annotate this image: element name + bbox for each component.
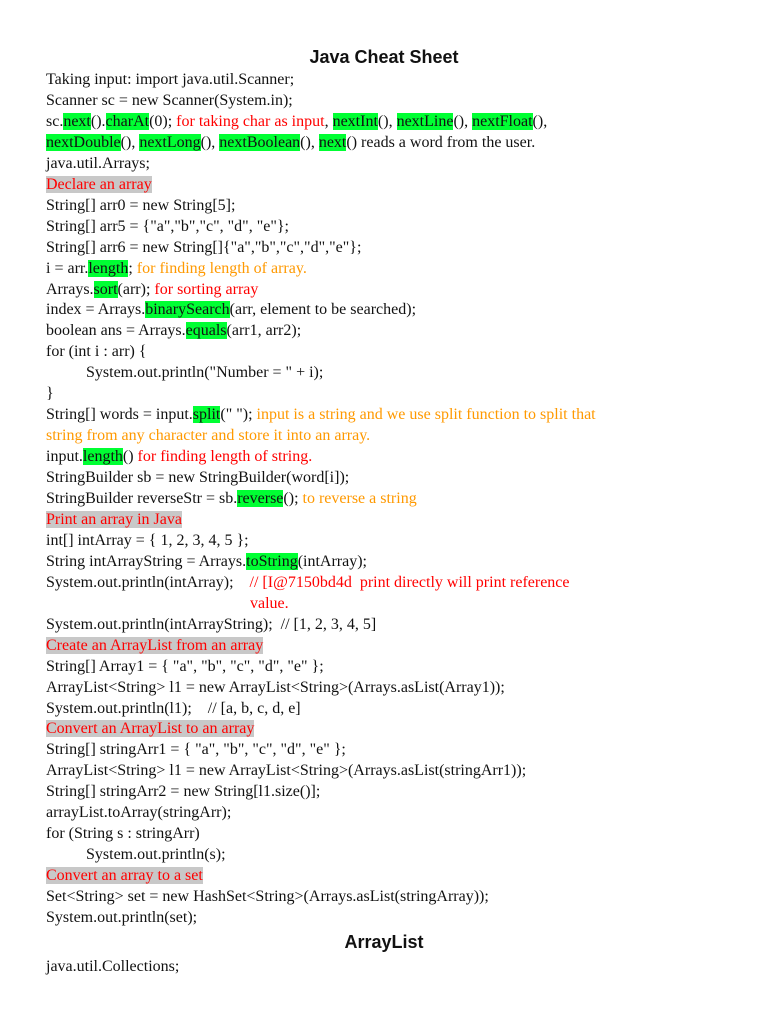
code-text: // [I@7150bd4d print directly will print reference bbox=[249, 573, 570, 591]
code-line bbox=[46, 823, 200, 844]
code-line bbox=[46, 530, 249, 551]
code-line bbox=[46, 614, 376, 635]
code-line bbox=[46, 956, 179, 977]
code-text: Scanner sc = new Scanner(System.in); bbox=[46, 91, 293, 109]
code-line bbox=[46, 572, 570, 593]
code-line bbox=[46, 739, 346, 760]
code-line bbox=[46, 844, 226, 865]
code-text: StringBuilder reverseStr = sb. bbox=[46, 490, 238, 507]
code-line bbox=[46, 509, 182, 530]
code-text: (), bbox=[377, 112, 397, 130]
code-text: ArrayList<String> l1 = new ArrayList<String>(Arrays.asList(stringArr1)); bbox=[46, 762, 527, 780]
code-text: (), bbox=[300, 133, 319, 151]
code-text: index = Arrays. bbox=[46, 301, 146, 319]
code-text: Arrays. bbox=[46, 280, 94, 298]
highlighted-method: nextInt bbox=[332, 112, 378, 130]
highlighted-method: length bbox=[88, 259, 129, 277]
code-text: System.out.println("Number = " + i); bbox=[46, 364, 324, 382]
highlighted-method: reverse bbox=[237, 490, 284, 507]
code-text: value. bbox=[250, 594, 289, 612]
code-line bbox=[46, 90, 293, 111]
section-heading: Convert an ArrayList to an array bbox=[46, 720, 255, 738]
highlighted-method: next bbox=[63, 112, 91, 130]
code-line bbox=[46, 865, 203, 886]
code-line bbox=[46, 320, 301, 341]
code-text: ArrayList<String> l1 = new ArrayList<String>(Arrays.asList(Array1)); bbox=[46, 678, 505, 696]
code-line bbox=[46, 488, 417, 509]
code-text: arrayList.toArray(stringArr); bbox=[46, 804, 232, 822]
code-text: System.out.println(intArray); bbox=[46, 573, 250, 591]
code-line bbox=[46, 132, 535, 153]
code-text: java.util.Collections; bbox=[46, 958, 180, 975]
code-line bbox=[46, 425, 370, 446]
code-text: (arr); bbox=[117, 280, 155, 298]
code-line bbox=[46, 907, 197, 928]
code-line bbox=[46, 216, 289, 237]
code-text: (" "); bbox=[220, 406, 257, 424]
section-heading: Declare an array bbox=[46, 175, 152, 193]
code-text: string from any character and store it into an array. bbox=[46, 427, 371, 445]
code-text: for finding length of string. bbox=[137, 448, 313, 466]
code-text: , bbox=[324, 112, 333, 130]
code-line bbox=[46, 656, 324, 677]
code-text: for (int i : arr) { bbox=[46, 343, 147, 361]
code-line bbox=[46, 195, 235, 216]
code-line bbox=[46, 362, 323, 383]
highlighted-method: nextDouble bbox=[46, 133, 121, 151]
code-text: String[] words = input. bbox=[46, 406, 193, 424]
code-line bbox=[46, 69, 294, 90]
code-line bbox=[46, 886, 489, 907]
code-text: System.out.println(intArrayString); // [1, 2, 3, 4, 5] bbox=[46, 615, 377, 633]
code-text: String[] arr6 = new String[]{"a","b","c","d","e"}; bbox=[46, 238, 362, 256]
highlighted-method: nextFloat bbox=[472, 112, 533, 130]
code-text: to reverse a string bbox=[302, 490, 417, 507]
highlighted-method: sort bbox=[93, 280, 118, 298]
code-line bbox=[46, 593, 289, 614]
code-text: java.util.Arrays; bbox=[46, 154, 150, 172]
code-text: (), bbox=[120, 133, 140, 151]
code-text: (). bbox=[90, 112, 106, 130]
highlighted-method: toString bbox=[246, 552, 298, 570]
code-text: (); bbox=[283, 490, 303, 507]
highlighted-method: length bbox=[82, 448, 123, 466]
code-text: input is a string and we use split function to split that bbox=[256, 406, 596, 424]
code-text: (arr, element to be searched); bbox=[229, 301, 417, 319]
section-title-arraylist: ArrayList bbox=[344, 932, 424, 952]
code-text: for taking char as input bbox=[176, 112, 325, 130]
code-line bbox=[46, 677, 505, 698]
section-heading: Print an array in Java bbox=[46, 510, 182, 528]
code-line bbox=[46, 111, 547, 132]
code-line bbox=[46, 718, 254, 739]
code-text: StringBuilder sb = new StringBuilder(word[i]); bbox=[46, 469, 350, 487]
code-line bbox=[46, 635, 263, 656]
code-text: input. bbox=[46, 448, 83, 466]
code-text: for sorting array bbox=[154, 280, 259, 298]
highlighted-method: charAt bbox=[105, 112, 150, 130]
highlighted-method: nextLine bbox=[396, 112, 454, 130]
code-text: Set<String> set = new HashSet<String>(Arrays.asList(stringArray)); bbox=[46, 888, 489, 906]
code-text: for finding length of array. bbox=[136, 259, 307, 277]
code-line bbox=[46, 446, 312, 467]
code-line bbox=[46, 760, 526, 781]
code-line bbox=[46, 383, 54, 404]
code-text bbox=[46, 595, 250, 612]
page-title: Java Cheat Sheet bbox=[309, 47, 459, 67]
code-line bbox=[46, 153, 150, 174]
section-heading: Convert an array to a set bbox=[46, 867, 203, 885]
code-text: i = arr. bbox=[46, 259, 89, 277]
code-line bbox=[46, 279, 258, 300]
code-text: String[] arr5 = {"a","b","c", "d", "e"}; bbox=[46, 217, 289, 235]
code-line bbox=[46, 698, 301, 719]
section-heading: Create an ArrayList from an array bbox=[46, 636, 264, 654]
code-text: String[] stringArr1 = { "a", "b", "c", "d", "e" }; bbox=[46, 741, 346, 759]
code-text: String[] Array1 = { "a", "b", "c", "d", "e" }; bbox=[46, 657, 324, 675]
code-line bbox=[46, 174, 152, 195]
highlighted-method: binarySearch bbox=[145, 301, 230, 319]
code-text: () reads a word from the user. bbox=[346, 133, 536, 151]
code-text: for (String s : stringArr) bbox=[46, 825, 200, 843]
code-text: (), bbox=[200, 133, 220, 151]
code-line bbox=[46, 467, 349, 488]
code-text: (0); bbox=[149, 112, 177, 130]
code-text: boolean ans = Arrays. bbox=[46, 322, 186, 340]
code-text: (arr1, arr2); bbox=[226, 322, 302, 340]
code-line bbox=[46, 404, 596, 425]
code-line bbox=[46, 551, 367, 572]
code-line bbox=[46, 802, 231, 823]
code-text: sc. bbox=[46, 112, 64, 130]
code-text: String[] stringArr2 = new String[l1.size()]; bbox=[46, 783, 321, 801]
code-line bbox=[46, 258, 307, 279]
code-text: (), bbox=[453, 112, 473, 130]
code-line bbox=[46, 341, 147, 362]
code-text: String[] arr0 = new String[5]; bbox=[46, 196, 236, 214]
code-line bbox=[46, 781, 320, 802]
code-line bbox=[46, 237, 361, 258]
code-text: (intArray); bbox=[297, 552, 367, 570]
highlighted-method: nextLong bbox=[139, 133, 201, 151]
code-line bbox=[46, 299, 416, 320]
code-text: () bbox=[122, 448, 138, 466]
highlighted-method: equals bbox=[185, 322, 227, 340]
code-text: System.out.println(s); bbox=[46, 846, 226, 864]
highlighted-method: split bbox=[192, 406, 221, 424]
code-text: System.out.println(l1); // [a, b, c, d, e] bbox=[46, 699, 301, 717]
code-text: ; bbox=[128, 259, 137, 277]
code-text: Taking input: import java.util.Scanner; bbox=[46, 71, 295, 88]
code-text: int[] intArray = { 1, 2, 3, 4, 5 }; bbox=[46, 531, 249, 549]
code-text: System.out.println(set); bbox=[46, 909, 198, 926]
code-text: (), bbox=[532, 112, 548, 130]
code-text: } bbox=[46, 385, 54, 403]
code-text: String intArrayString = Arrays. bbox=[46, 552, 247, 570]
highlighted-method: next bbox=[318, 133, 347, 151]
highlighted-method: nextBoolean bbox=[219, 133, 301, 151]
